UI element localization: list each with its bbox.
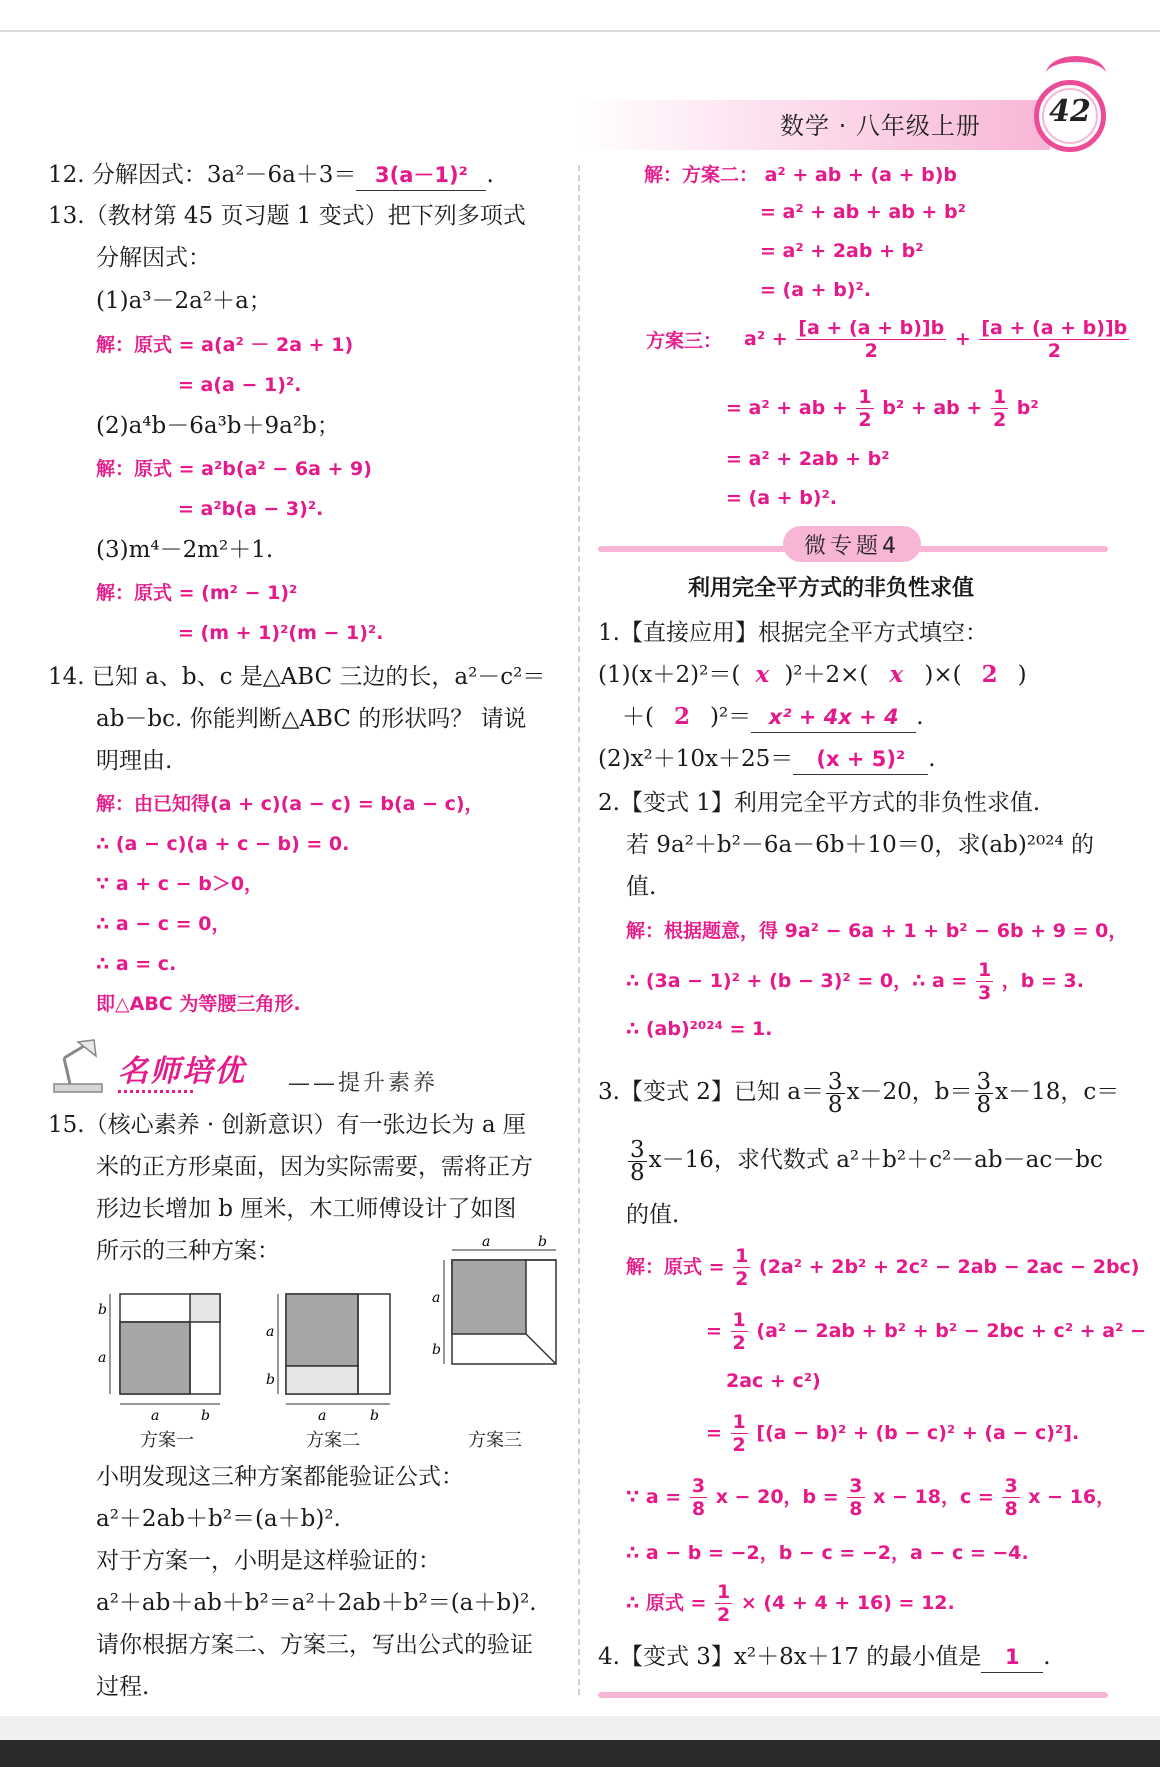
p3-sol-frac-a [690,1475,707,1520]
p3-half2-den: 2 [732,1332,746,1354]
q14-line2: ab－bc. 你能判断△ABC 的形状吗？ 请说 [96,706,527,732]
p3-s1a: 解：原式 = [626,1256,725,1278]
p3-solution-5 [626,1472,1115,1522]
p3-frac-b-num: 3 [976,1068,992,1095]
q13-2-solution-1: 解：原式 = a²b(a² − 6a + 9) [96,458,372,480]
lamp-icon [48,1036,108,1096]
p1-l1c: )×( [924,662,962,688]
p4-answer: 1 [981,1642,1043,1673]
q15-para3: 对于方案一，小明是这样验证的： [96,1548,441,1574]
p3-s2a: = [706,1320,722,1342]
p3-frac-b-den: 8 [976,1091,992,1118]
p3-half-1 [733,1245,750,1290]
q15-line1: 15.（核心素养 · 创新意识）有一张边长为 a 厘 [48,1112,526,1138]
p3-l2b: x－16，求代数式 a²＋b²＋c²－ab－ac－bc [648,1147,1103,1173]
p3-solution-2 [706,1306,1146,1356]
page-bottom-margin [0,1716,1160,1740]
p3-line2 [626,1132,1103,1188]
plan3-half-1 [856,386,873,431]
p3-s7b: × (4 + 4 + 16) = 12. [740,1592,955,1614]
plan3-fraction-2 [979,317,1129,362]
plan3-half2-num: 1 [992,386,1007,408]
plan3-frac1-den: 2 [864,340,878,362]
p2-line1: 2.【变式 1】利用完全平方式的非负性求值. [598,790,1041,816]
p1-line3 [598,744,936,775]
p3-s4a: = [706,1422,722,1444]
p3-half3-num: 1 [732,1411,746,1433]
p1-line1 [598,660,1027,690]
topic-title: 利用完全平方式的非负性求值 [688,576,975,601]
topic-badge: 微专题4 [804,534,900,559]
q14-solution-2: ∴ (a − c)(a + c − b) = 0. [96,833,350,855]
plan3-half1-den: 2 [858,409,872,431]
plan2-line2: = a² + ab + ab + b² [760,201,966,223]
q13-2-question: (2)a⁴b－6a³b＋9a²b； [96,413,340,439]
q12 [48,160,494,191]
plan2-line3: = a² + 2ab + b² [760,240,924,262]
q13-intro-line2: 分解因式： [96,245,211,271]
figure-plan-2 [264,1290,404,1425]
fig1-label-a-left: a [98,1350,107,1366]
p4 [598,1642,1051,1673]
plan3-l2a: = a² + ab + [726,397,848,419]
p2-s2a: ∴ (3a − 1)² + (b − 3)² = 0，∴ a = [626,970,968,992]
p3-half3-den: 2 [732,1434,746,1456]
p2-solution-1: 解：根据题意，得 9a² − 6a + 1 + b² − 6b + 9 = 0， [626,920,1128,942]
p2-line2: 若 9a²＋b²－6a－6b＋10＝0，求(ab)²⁰²⁴ 的 [626,832,1094,858]
plan3-frac1-num: [a + (a + b)]b [798,317,945,339]
fig3-label-a-top: a [482,1234,491,1250]
plan3-l2c: b² [1016,397,1039,419]
p3-s5b: x − 20，b = [715,1486,839,1508]
q13-2-solution-2: = a²b(a − 3)². [178,498,324,520]
p3-l1c: x－18，c＝ [995,1079,1120,1105]
p3-line1 [598,1064,1119,1120]
p3-solution-3: 2ac + c²) [726,1370,821,1392]
p3-s4b: [(a − b)² + (b − c)² + (a − c)²]. [756,1422,1080,1444]
q13-1-solution-2: = a(a − 1)². [178,374,302,396]
p1-l1d: ) [1017,662,1027,688]
section-subtitle: ——提升素养 [288,1071,439,1096]
q13-3-solution-1: 解：原式 = (m² − 1)² [96,582,298,604]
p3-s5a: ∵ a = [626,1486,682,1508]
q14-solution-3: ∵ a + c − b＞0， [96,873,264,895]
p1-blank-4: 2 [673,703,690,730]
p3-half1-den: 2 [735,1268,749,1290]
plan3-line2 [726,383,1039,433]
p3-s2b: (a² − 2ab + b² + b² − 2bc + c² + a² − [756,1320,1146,1342]
q13-intro-line1: 13.（教材第 45 页习题 1 变式）把下列多项式 [48,203,526,229]
q15-para1: 小明发现这三种方案都能验证公式： [96,1464,464,1490]
p1-blank-2: x [889,661,904,688]
fig2-label-a-bottom: a [318,1408,327,1424]
p3-sol-frac-c [1002,1475,1019,1520]
p3-line3: 的值. [626,1202,680,1228]
plan3-fraction-1 [796,317,946,362]
p2-line3: 值. [626,874,657,900]
p3-s1b: (2a² + 2b² + 2c² − 2ab − 2ac − 2bc) [759,1256,1140,1278]
figure-plan-3-caption: 方案三 [468,1430,522,1451]
p3-frac-c-den: 8 [630,1159,645,1186]
q13-1-question: (1)a³－2a²＋a； [96,288,272,314]
q15-para2: a²＋2ab＋b²＝(a＋b)². [96,1506,341,1532]
q15-line3: 形边长增加 b 厘米，木工师傅设计了如图 [96,1196,517,1222]
q12-text: 12. 分解因式：3a²－6a＋3＝ [48,162,357,188]
q15-para4: a²＋ab＋ab＋b²＝a²＋2ab＋b²＝(a＋b)². [96,1590,537,1616]
p3-solution-6: ∴ a − b = −2，b − c = −2，a − c = −4. [626,1542,1029,1564]
section-title-dots [118,1090,193,1093]
plan3-half1-num: 1 [858,386,872,408]
bottom-dark-bar [0,1740,1160,1767]
plan3-line4: = (a + b)². [726,487,838,509]
p3-sol-frac-a-den: 8 [691,1498,706,1520]
plan3-label: 方案三： [646,330,723,352]
p3-half2-num: 1 [732,1309,746,1331]
fig3-label-a-left: a [432,1290,441,1306]
p3-sol-frac-b-den: 8 [849,1498,863,1520]
p2-solution-3: ∴ (ab)²⁰²⁴ = 1. [626,1018,773,1040]
p3-half4-den: 2 [717,1604,731,1626]
p3-l1b: x－20，b＝ [846,1079,973,1105]
p3-sol-frac-a-num: 3 [691,1475,706,1497]
p1-l3b: . [928,746,936,772]
p1-l2b: )²＝ [709,704,752,730]
p1-l1b: )²＋2×( [784,662,869,688]
q15-line2: 米的正方形桌面，因为实际需要，需将正方 [96,1154,533,1180]
p4-text: 4.【变式 3】x²＋8x＋17 的最小值是 [598,1644,982,1670]
p3-frac-a-den: 8 [827,1091,843,1118]
q15-line4: 所示的三种方案： [96,1238,280,1264]
p1-l1a: (1)(x＋2)²＝( [598,662,741,688]
q15-para5: 请你根据方案二、方案三，写出公式的验证 [96,1632,533,1658]
section-title: 名师培优 [118,1054,246,1089]
p1-blank-6: (x + 5)² [793,744,928,775]
plan3-line3: = a² + 2ab + b² [726,448,890,470]
figure-plan-3 [430,1234,570,1424]
p2-frac-one-third [976,959,993,1004]
plan3-line1 [744,314,1131,364]
q15-para6: 过程. [96,1674,150,1700]
p2-frac-den: 3 [977,982,992,1004]
plan3-l2b: b² + ab + [882,397,983,419]
top-border [0,0,1160,32]
q14-solution-6: 即△ABC 为等腰三角形. [96,993,301,1015]
q14-line3: 明理由. [96,748,173,774]
q13-3-solution-2: = (m + 1)²(m − 1)². [178,622,384,644]
fig3-label-b-top: b [538,1234,547,1250]
plan3-plus: + [954,328,971,350]
p1-line2 [622,702,924,733]
plan3-a2: a² + [744,328,788,350]
p3-frac-c-num: 3 [630,1136,645,1163]
figure-plan-1 [96,1290,236,1425]
q14-solution-4: ∴ a − c = 0， [96,913,231,935]
p3-solution-4 [706,1408,1079,1458]
plan3-half-2 [991,386,1008,431]
header-title: 数学 · 八年级上册 [780,112,981,140]
p3-half-2 [731,1309,748,1354]
p3-frac-a [826,1068,845,1118]
figure-plan-1-caption: 方案一 [140,1430,194,1451]
p2-solution-2 [626,956,1084,1006]
p3-half1-num: 1 [735,1245,749,1267]
plan3-frac2-num: [a + (a + b)]b [981,317,1128,339]
p2-frac-num: 1 [977,959,992,981]
plan2-line4: = (a + b)². [760,279,872,301]
p3-l1a: 3.【变式 2】已知 a＝ [598,1079,824,1105]
fig2-label-b-bottom: b [370,1408,379,1424]
q13-1-solution-1: 解：原式 = a(a² － 2a + 1) [96,334,354,356]
q12-answer: 3(a－1)² [356,160,486,191]
plan3-frac2-den: 2 [1047,340,1061,362]
p3-s7a: ∴ 原式 = [626,1592,707,1614]
p3-half4-num: 1 [717,1581,731,1603]
p1-l2a: ＋( [622,704,654,730]
p4-end: . [1043,1644,1051,1670]
fig1-label-b-left: b [98,1302,107,1318]
fig1-label-a-bottom: a [151,1408,160,1424]
p1-intro: 1.【直接应用】根据完全平方式填空： [598,620,988,646]
figure-plan-2-caption: 方案二 [306,1430,360,1451]
p3-sol-frac-c-den: 8 [1004,1498,1018,1520]
p3-sol-frac-b [847,1475,864,1520]
plan3-half2-den: 2 [992,409,1007,431]
p3-sol-frac-c-num: 3 [1004,1475,1018,1497]
p3-s5c: x − 18，c = [873,1486,994,1508]
page-number: 42 [1049,94,1091,129]
fig2-label-a-left: a [266,1324,275,1340]
p1-l3a: (2)x²＋10x＋25＝ [598,746,794,772]
p1-l2c: . [916,704,924,730]
q14-line1: 14. 已知 a、b、c 是△ABC 三边的长，a²－c²＝ [48,664,546,690]
p3-sol-frac-b-num: 3 [849,1475,863,1497]
p3-solution-1 [626,1242,1140,1292]
p1-blank-5: x² + 4x + 4 [751,702,916,733]
fig2-label-b-left: b [266,1372,275,1388]
q14-solution-1: 解：由已知得(a + c)(a − c) = b(a − c)， [96,793,484,815]
p3-half-3 [731,1411,748,1456]
p2-s2b: ，b = 3. [1001,970,1084,992]
column-divider [578,165,580,1695]
p1-blank-3: 2 [981,661,998,688]
fig3-label-b-left: b [432,1342,441,1358]
fig1-label-b-bottom: b [201,1408,210,1424]
p3-frac-a-num: 3 [827,1068,843,1095]
p3-frac-b [975,1068,994,1118]
q13-3-question: (3)m⁴－2m²＋1. [96,537,274,563]
p3-frac-c [628,1136,647,1186]
p3-s5d: x − 16， [1028,1486,1116,1508]
p3-solution-7 [626,1578,955,1628]
bottom-divider [598,1692,1108,1698]
q14-solution-5: ∴ a = c. [96,953,177,975]
plan2-line1: 解：方案二： a² + ab + (a + b)b [644,164,958,186]
p3-half-4 [715,1581,732,1626]
p1-blank-1: x [755,661,770,688]
q12-end: . [486,162,494,188]
